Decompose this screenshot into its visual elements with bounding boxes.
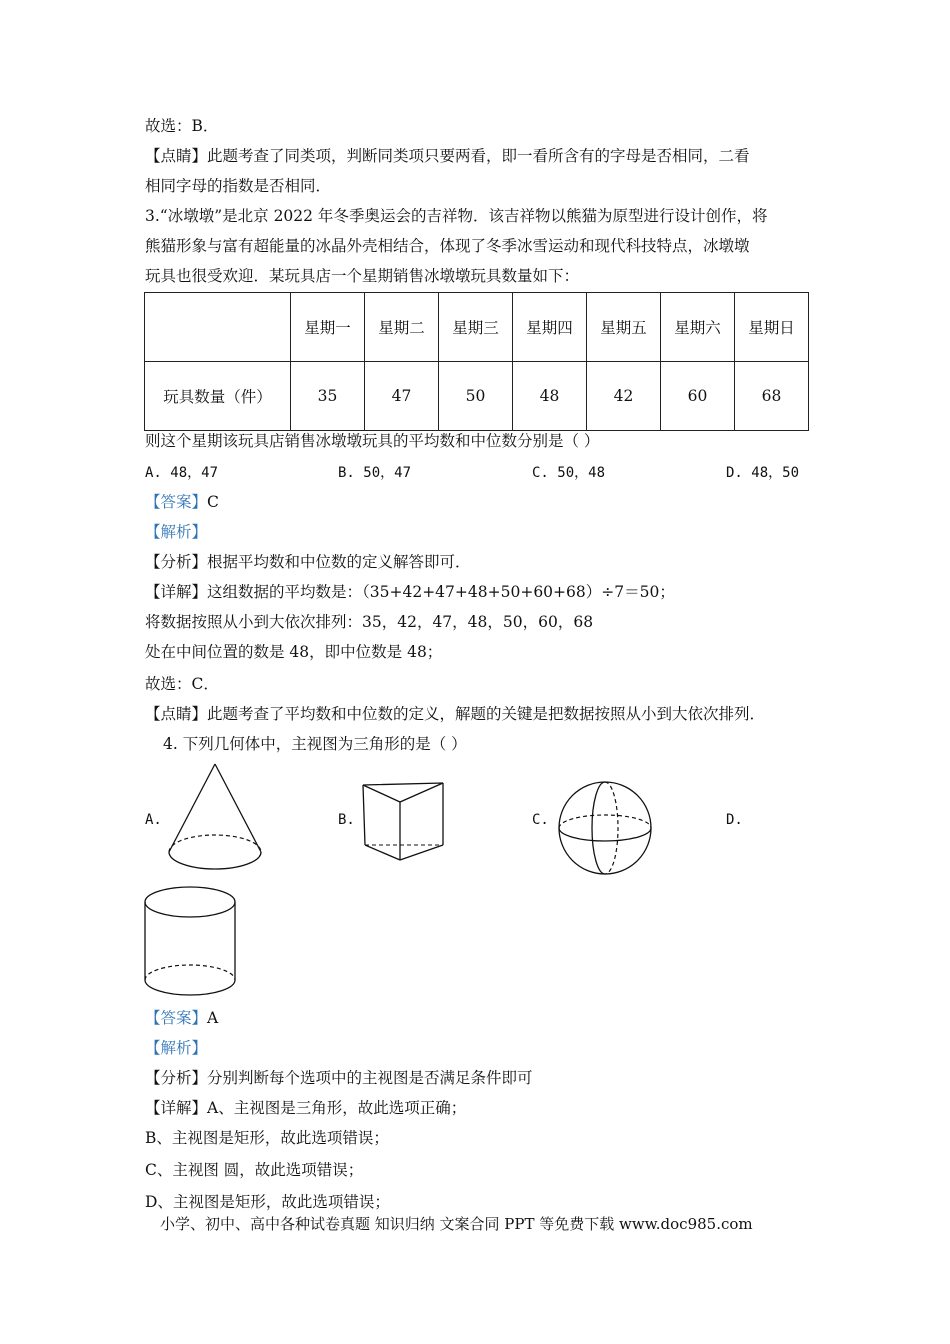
table-header-cell: 星期三 (439, 293, 513, 362)
option-label-b: B. (338, 812, 355, 828)
fenxi-line (145, 1068, 533, 1088)
table-header-cell: 星期二 (365, 293, 439, 362)
question-3-line: 3.“冰墩墩”是北京 2022 年冬季奥运会的吉祥物．该吉祥物以熊猫为原型进行设计创作，将 (145, 207, 768, 225)
option-c: C. 50，48 (532, 465, 606, 481)
table-header-cell: 星期六 (661, 293, 735, 362)
text-line: 故选：B． (145, 117, 219, 135)
answer-tag: 【答案】 (145, 493, 208, 511)
text-line: D、主视图是矩形，故此选项错误； (145, 1193, 390, 1211)
text-line: C、主视图 圆，故此选项错误； (145, 1161, 364, 1179)
table-header-cell: 星期四 (513, 293, 587, 362)
analysis-tag: 【解析】 (145, 523, 208, 541)
table-header-cell: 星期一 (291, 293, 365, 362)
text: 这组数据的平均数是：（35+42+47+48+50+60+68）÷7＝50； (207, 583, 675, 601)
text-line: 故选：C． (145, 675, 219, 693)
answer-value: C (207, 493, 219, 511)
table-cell: 35 (291, 362, 365, 431)
table-row (145, 362, 809, 431)
tag: 【分析】 (145, 553, 208, 571)
answer-value: A (207, 1009, 219, 1027)
table-header-row (145, 293, 809, 362)
text: A、主视图是三角形，故此选项正确； (207, 1099, 467, 1117)
tag: 【详解】 (145, 1099, 208, 1117)
option-label-d: D. (726, 812, 743, 828)
answer-line (145, 492, 219, 512)
page-footer: 小学、初中、高中各种试卷真题 知识归纳 文案合同 PPT 等免费下载 www.doc985.com (160, 1215, 753, 1233)
text: 根据平均数和中位数的定义解答即可． (207, 553, 471, 571)
text-line: B、主视图是矩形，故此选项错误； (145, 1129, 389, 1147)
option-a: A. 48，47 (145, 465, 219, 481)
tag: 【分析】 (145, 1069, 208, 1087)
table-cell: 48 (513, 362, 587, 431)
option-label-c: C. (532, 812, 549, 828)
xiangjie-line (145, 582, 675, 602)
tag: 【点睛】 (145, 705, 208, 723)
question-4-prompt: 4. 下列几何体中，主视图为三角形的是（ ） (163, 735, 467, 753)
question-3-line: 熊猫形象与富有超能量的冰晶外壳相结合，体现了冬季冰雪运动和现代科技特点，冰墩墩 (145, 237, 750, 255)
option-label-a: A. (145, 812, 162, 828)
xiangjie-line (145, 1098, 466, 1118)
question-3-line: 玩具也很受欢迎．某玩具店一个星期销售冰墩墩玩具数量如下： (145, 267, 580, 285)
text-line: 相同字母的指数是否相同． (145, 177, 332, 195)
table-cell: 42 (587, 362, 661, 431)
table-cell: 68 (735, 362, 809, 431)
question-3-prompt: 则这个星期该玩具店销售冰墩墩玩具的平均数和中位数分别是（ ） (145, 432, 600, 450)
text-line: 将数据按照从小到大依次排列：35，42，47，48，50，60，68 (145, 613, 594, 631)
answer-tag: 【答案】 (145, 1009, 208, 1027)
table-row-label: 玩具数量（件） (145, 362, 291, 431)
text-line: 处在中间位置的数是 48，即中位数是 48； (145, 643, 443, 661)
table-corner-cell (145, 293, 291, 362)
table-header-cell: 星期五 (587, 293, 661, 362)
text: 此题考查了同类项，判断同类项只要两看，即一看所含有的字母是否相同，二看 (207, 147, 750, 165)
option-d: D. 48，50 (726, 465, 800, 481)
cylinder-figure (140, 882, 240, 1002)
sphere-figure (555, 778, 655, 878)
option-b: B. 50，47 (338, 465, 412, 481)
dianjing-line (145, 704, 765, 724)
text: 分别判断每个选项中的主视图是否满足条件即可 (207, 1069, 533, 1087)
answer-line (145, 1008, 218, 1028)
tag: 【点睛】 (145, 147, 208, 165)
table-header-cell: 星期日 (735, 293, 809, 362)
text-line (145, 146, 750, 166)
tag: 【详解】 (145, 583, 208, 601)
cone-figure (160, 760, 270, 875)
fenxi-line (145, 552, 471, 572)
prism-figure (355, 775, 455, 865)
sales-table (144, 292, 809, 431)
table-cell: 47 (365, 362, 439, 431)
table-cell: 50 (439, 362, 513, 431)
analysis-tag: 【解析】 (145, 1039, 208, 1057)
text: 此题考查了平均数和中位数的定义，解题的关键是把数据按照从小到大依次排列． (207, 705, 766, 723)
table-cell: 60 (661, 362, 735, 431)
